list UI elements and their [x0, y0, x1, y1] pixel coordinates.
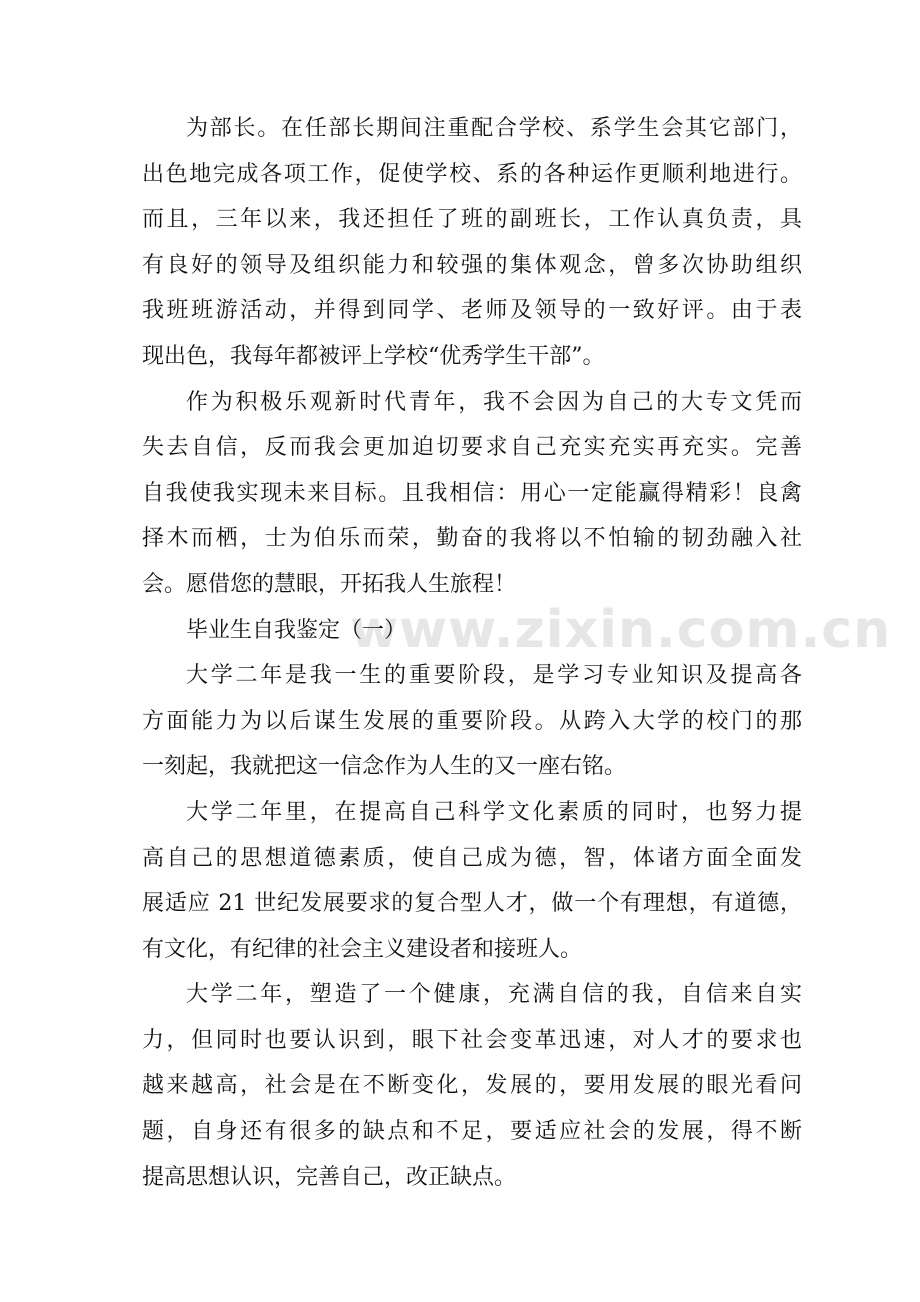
text-line: 有良好的领导及组织能力和较强的集体观念，曾多次协助组织 — [142, 252, 802, 278]
heading-text: 毕业生自我鉴定（一） — [186, 617, 407, 643]
watermark: www.zixin.com.cn — [350, 600, 892, 660]
document-body — [142, 106, 892, 1200]
text-line: 方面能力为以后谋生发展的重要阶段。从跨入大学的校门的那 — [142, 708, 802, 734]
text-line: 大学二年是我一生的重要阶段，是学习专业知识及提高各 — [186, 663, 802, 689]
text-line: 而且，三年以来，我还担任了班的副班长，工作认真负责，具 — [142, 207, 802, 233]
text-line: 会。愿借您的慧眼，开拓我人生旅程！ — [142, 571, 517, 597]
paragraph — [142, 790, 802, 972]
text-line: 失去自信，反而我会更加迫切要求自己充实充实再充实。完善 — [142, 435, 802, 461]
text-line: 力，但同时也要认识到，眼下社会变革迅速，对人才的要求也 — [142, 1027, 802, 1053]
text-line: 越来越高，社会是在不断变化，发展的，要用发展的眼光看问 — [142, 1073, 802, 1099]
text-line: 作为积极乐观新时代青年，我不会因为自己的大专文凭而 — [186, 389, 802, 415]
text-line: 展适应 21 世纪发展要求的复合型人才，做一个有理想，有道德， — [142, 891, 802, 917]
text-line: 一刻起，我就把这一信念作为人生的又一座右铭。 — [142, 754, 627, 780]
text-line: 为部长。在任部长期间注重配合学校、系学生会其它部门， — [186, 116, 802, 141]
text-line: 有文化，有纪律的社会主义建设者和接班人。 — [142, 936, 583, 962]
text-line: 大学二年，塑造了一个健康，充满自信的我，自信来自实 — [186, 982, 802, 1008]
text-line: 出色地完成各项工作，促使学校、系的各种运作更顺利地进行。 — [142, 161, 802, 187]
text-line: 自我使我实现未来目标。且我相信：用心一定能赢得精彩！良禽 — [142, 480, 802, 506]
text-line: 我班班游活动，并得到同学、老师及领导的一致好评。由于表 — [142, 298, 802, 324]
text-line: 现出色，我每年都被评上学校“优秀学生干部”。 — [142, 343, 605, 369]
text-line: 提高思想认识，完善自己，改正缺点。 — [142, 1164, 517, 1190]
section-heading — [142, 608, 802, 654]
text-line: 题，自身还有很多的缺点和不足，要适应社会的发展，得不断 — [142, 1119, 802, 1145]
text-line: 大学二年里，在提高自己科学文化素质的同时，也努力提 — [186, 799, 802, 825]
paragraph — [142, 653, 802, 790]
paragraph — [142, 972, 802, 1200]
text-line: 高自己的思想道德素质，使自己成为德，智，体诸方面全面发 — [142, 845, 802, 871]
text-line: 择木而栖，士为伯乐而荣，勤奋的我将以不怕输的韧劲融入社 — [142, 526, 802, 552]
paragraph — [142, 380, 802, 608]
paragraph — [142, 106, 802, 380]
